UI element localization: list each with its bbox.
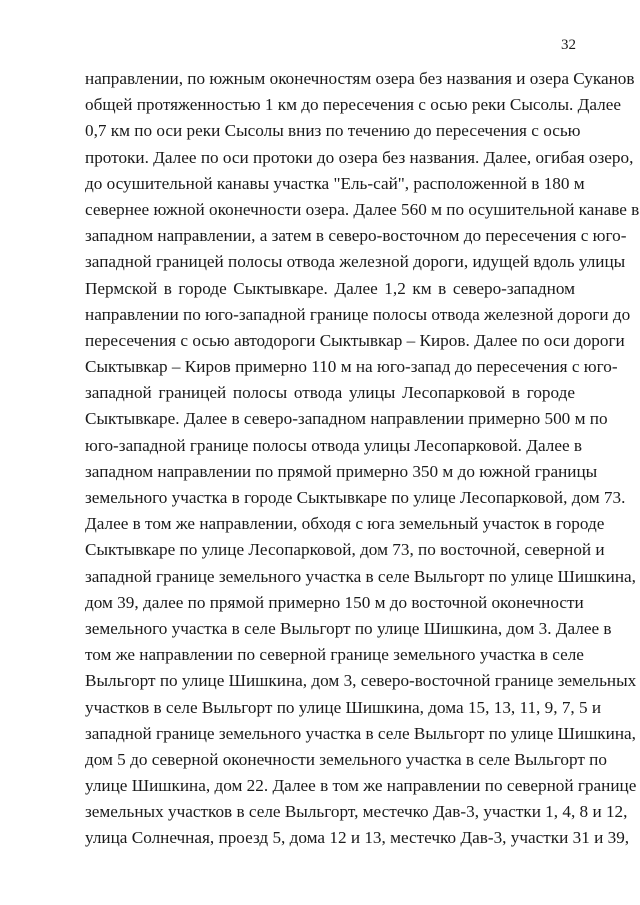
text-line: западной границе земельного участка в селе Выльгорт по улице Шишкина, bbox=[85, 566, 636, 586]
text-line: дом 39, далее по прямой примерно 150 м до восточной оконечности bbox=[85, 592, 584, 612]
text-line: улица Солнечная, проезд 5, дома 12 и 13, местечко Дав-3, участки 31 и 39, bbox=[85, 828, 630, 848]
text-line: земельных участков в селе Выльгорт, местечко Дав-3, участки 1, 4, 8 и 12, bbox=[85, 802, 628, 822]
text-line: западном направлении, а затем в северо-восточном до пересечения с юго- bbox=[85, 226, 627, 246]
body-text bbox=[85, 66, 640, 852]
text-line: юго-западной границе полосы отвода улицы Лесопарковой. Далее в bbox=[85, 435, 583, 455]
text-line: западной границей полосы отвода улицы Лесопарковой в городе bbox=[85, 383, 575, 403]
text-line: западном направлении по прямой примерно 350 м до южной границы bbox=[85, 461, 598, 481]
text-line: земельного участка в селе Выльгорт по улице Шишкина, дом 3. Далее в bbox=[85, 618, 612, 638]
text-line: севернее южной оконечности озера. Далее 560 м по осушительной канаве в bbox=[85, 199, 640, 219]
text-line: участков в селе Выльгорт по улице Шишкина, дома 15, 13, 11, 9, 7, 5 и bbox=[85, 697, 602, 717]
text-line: Выльгорт по улице Шишкина, дом 3, северо-восточной границе земельных bbox=[85, 671, 637, 691]
text-line: западной границей полосы отвода железной дороги, идущей вдоль улицы bbox=[85, 252, 626, 272]
text-line: улице Шишкина, дом 22. Далее в том же направлении по северной границе bbox=[85, 776, 637, 796]
text-line: дом 5 до северной оконечности земельного участка в селе Выльгорт по bbox=[85, 749, 607, 769]
text-line: западной границе земельного участка в селе Выльгорт по улице Шишкина, bbox=[85, 723, 636, 743]
text-line: направлении по юго-западной границе полосы отвода железной дороги до bbox=[85, 304, 631, 324]
text-line: 0,7 км по оси реки Сысолы вниз по течению до пересечения с осью bbox=[85, 121, 581, 141]
text-line: Пермской в городе Сыктывкаре. Далее 1,2 км в северо-западном bbox=[85, 278, 575, 298]
text-line: направлении, по южным оконечностям озера без названия и озера Суканов bbox=[85, 69, 635, 88]
text-line: Сыктывкаре по улице Лесопарковой, дом 73, по восточной, северной и bbox=[85, 540, 605, 560]
text-line: Сыктывкар – Киров примерно 110 м на юго-запад до пересечения с юго- bbox=[85, 357, 618, 377]
text-line: протоки. Далее по оси протоки до озера без названия. Далее, огибая озеро, bbox=[85, 147, 634, 167]
text-line: до осушительной канавы участка "Ель-сай", расположенной в 180 м bbox=[85, 173, 585, 193]
text-line: общей протяженностью 1 км до пересечения с осью реки Сысолы. Далее bbox=[85, 95, 621, 115]
text-line: земельного участка в городе Сыктывкаре по улице Лесопарковой, дом 73. bbox=[85, 488, 626, 507]
text-line: том же направлении по северной границе земельного участка в селе bbox=[85, 645, 584, 665]
text-line: Далее в том же направлении, обходя с юга земельный участок в городе bbox=[85, 514, 605, 534]
text-line: пересечения с осью автодороги Сыктывкар – Киров. Далее по оси дороги bbox=[85, 330, 625, 350]
text-line: Сыктывкаре. Далее в северо-западном направлении примерно 500 м по bbox=[85, 409, 608, 429]
page-number: 32 bbox=[561, 37, 576, 53]
